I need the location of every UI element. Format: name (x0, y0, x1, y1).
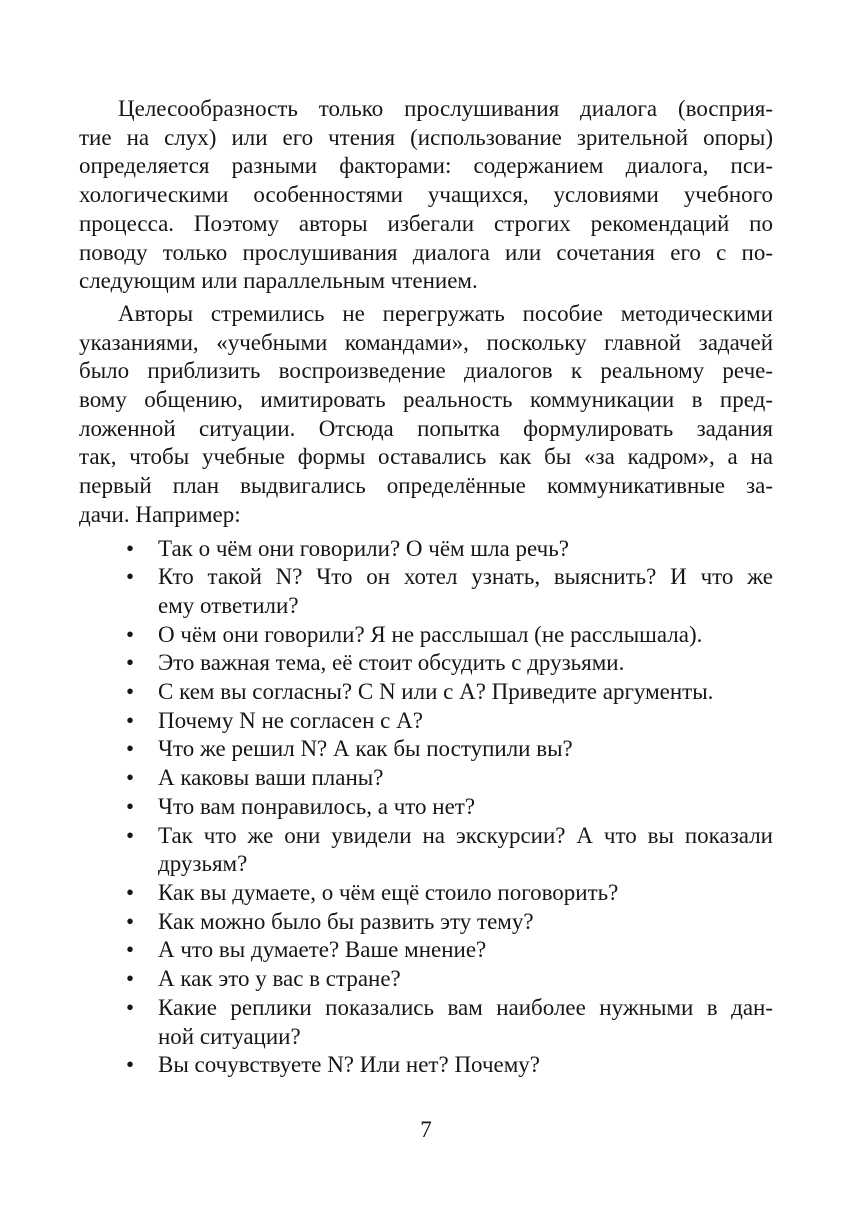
list-item (79, 707, 773, 736)
bullet-icon: • (125, 822, 135, 848)
text-line: Что вам понравилось, а что нет? (158, 793, 476, 819)
list-item (79, 879, 773, 908)
list-item (79, 994, 773, 1051)
text-line: определяется разными факторами: содержанием диалога, пси- (79, 153, 773, 179)
bullet-icon: • (125, 1052, 135, 1078)
text-line: первый план выдвигались определённые коммуникативные за- (79, 473, 773, 499)
list-item-text (158, 678, 773, 707)
text-line: Целесообразность только прослушивания диалога (восприя- (118, 96, 773, 121)
list-item-text (158, 908, 773, 937)
page-body-text (79, 95, 773, 1080)
text-line: процесса. Поэтому авторы избегали строгих рекомендаций по (79, 210, 773, 236)
list-item-text (158, 649, 773, 678)
text-line: Вы сочувствуете N? Или нет? Почему? (158, 1052, 540, 1078)
list-item-text (158, 793, 773, 822)
bullet-icon: • (125, 736, 135, 762)
text-line: С кем вы согласны? С N или с А? Приведите аргументы. (158, 679, 714, 705)
text-line: поводу только прослушивания диалога или сочетания его с по- (79, 239, 773, 265)
paragraph (79, 300, 773, 530)
paragraphs-container (79, 95, 773, 530)
list-item (79, 965, 773, 994)
list-item-text (158, 1051, 773, 1080)
text-line: ложенной ситуации. Отсюда попытка формулировать задания (79, 415, 773, 441)
list-item-text (158, 965, 773, 994)
list-item-text (158, 621, 773, 650)
text-line: А как это у вас в стране? (158, 966, 401, 992)
bullet-icon: • (125, 879, 135, 905)
text-line: хологическими особенностями учащихся, условиями учебного (79, 182, 773, 208)
text-line: тие на слух) или его чтения (использование зрительной опоры) (79, 124, 773, 150)
question-list (79, 535, 773, 1080)
text-line: Как вы думаете, о чём ещё стоило поговорить? (158, 879, 619, 905)
text-line: Авторы стремились не перегружать пособие методическими (118, 300, 773, 326)
list-item (79, 621, 773, 650)
bullet-icon: • (125, 908, 135, 934)
text-line: указаниями, «учебными командами», поскольку главной задачей (79, 329, 773, 355)
text-line: Так что же они увидели на экскурсии? А что вы показали (158, 822, 773, 848)
list-item-text (158, 735, 773, 764)
list-item (79, 649, 773, 678)
text-line: дачи. Например: (79, 501, 241, 527)
text-line: ной ситуации? (158, 1023, 301, 1049)
bullet-icon: • (125, 564, 135, 590)
text-line: Это важная тема, её стоит обсудить с друзьями. (158, 650, 625, 676)
list-item-text (158, 764, 773, 793)
list-item (79, 793, 773, 822)
bullet-icon: • (125, 793, 135, 819)
list-item-text (158, 707, 773, 736)
list-item (79, 764, 773, 793)
text-line: так, чтобы учебные формы оставались как бы «за кадром», а на (79, 444, 773, 470)
bullet-icon: • (125, 765, 135, 791)
list-item-text (158, 822, 773, 879)
bullet-icon: • (125, 679, 135, 705)
bullet-icon: • (125, 707, 135, 733)
bullet-icon: • (125, 966, 135, 992)
text-line: было приблизить воспроизведение диалогов к реальному рече- (79, 358, 773, 384)
bullet-icon: • (125, 994, 135, 1020)
text-line: следующим или параллельным чтением. (79, 268, 478, 294)
text-line: Почему N не согласен с А? (158, 707, 423, 733)
text-line: О чём они говорили? Я не расслышал (не расслышала). (158, 621, 703, 647)
list-item-text (158, 879, 773, 908)
list-item (79, 563, 773, 620)
list-item (79, 908, 773, 937)
paragraph (79, 95, 773, 296)
bullet-icon: • (125, 650, 135, 676)
list-item (79, 535, 773, 564)
bullet-icon: • (125, 535, 135, 561)
text-line: Как можно было бы развить эту тему? (158, 908, 534, 934)
text-line: друзьям? (158, 851, 248, 877)
list-item-text (158, 994, 773, 1051)
text-line: вому общению, имитировать реальность коммуникации в пред- (79, 387, 773, 413)
bullet-icon: • (125, 937, 135, 963)
list-item (79, 936, 773, 965)
list-item (79, 678, 773, 707)
list-item (79, 822, 773, 879)
text-line: ему ответили? (158, 592, 299, 618)
text-line: А что вы думаете? Ваше мнение? (158, 937, 487, 963)
bullet-icon: • (125, 621, 135, 647)
text-line: Что же решил N? А как бы поступили вы? (158, 736, 573, 762)
list-item (79, 735, 773, 764)
text-line: Так о чём они говорили? О чём шла речь? (158, 535, 569, 561)
list-item (79, 1051, 773, 1080)
page-number: 7 (420, 1117, 432, 1142)
text-line: А каковы ваши планы? (158, 765, 384, 791)
list-item-text (158, 936, 773, 965)
list-item-text (158, 535, 773, 564)
list-item-text (158, 563, 773, 620)
text-line: Какие реплики показались вам наиболее нужными в дан- (158, 994, 773, 1020)
text-line: Кто такой N? Что он хотел узнать, выяснить? И что же (158, 564, 773, 590)
